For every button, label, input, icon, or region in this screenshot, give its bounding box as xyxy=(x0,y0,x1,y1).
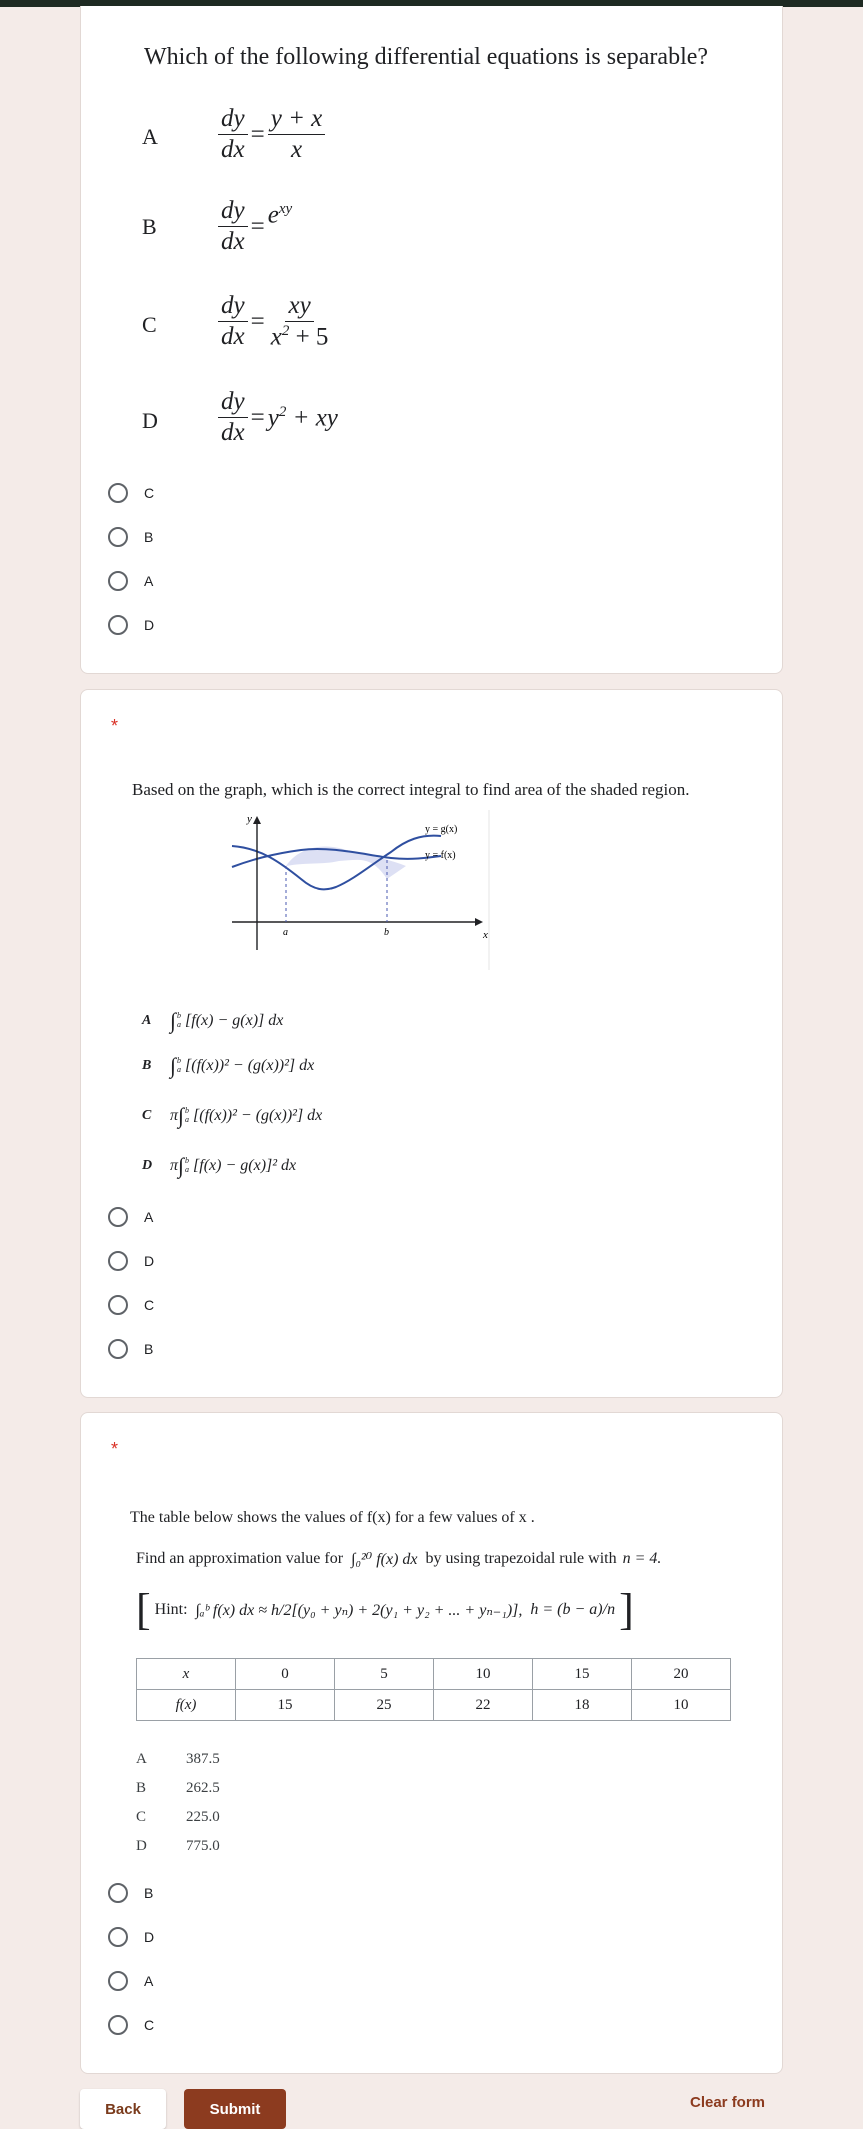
choice-c[interactable]: C xyxy=(108,2012,154,2038)
choice-d[interactable]: D xyxy=(108,612,154,638)
question-card-1 xyxy=(80,6,783,674)
radio-button[interactable] xyxy=(108,1251,128,1271)
integral-option-b: B ∫ b a [(f(x))² − (g(x))²] dx xyxy=(142,1053,315,1078)
choice-b[interactable]: B xyxy=(108,1880,154,1906)
question-title: Which of the following differential equations is separable? xyxy=(144,44,709,70)
choice-c[interactable]: C xyxy=(108,1292,154,1318)
choice-a[interactable]: A xyxy=(108,1968,154,1994)
answer-option-b: B 262.5 xyxy=(136,1780,220,1796)
radio-button[interactable] xyxy=(108,1971,128,1991)
radio-button[interactable] xyxy=(108,1927,128,1947)
equation-c: $\frac{dy}{dx}$ = $\frac{xy}{x^2 + 5}$ xyxy=(218,293,331,351)
hint-box: [ Hint: ∫ₐᵇ f(x) dx ≈ h/2[(y₀ + yₙ) + 2(y₁ + y₂ + ... + yₙ₋₁)], h = (b − a)/n ] xyxy=(136,1585,634,1634)
label-f: y = f(x) xyxy=(425,850,456,861)
option-letter-c: C xyxy=(142,312,157,337)
area-graph xyxy=(221,810,491,970)
values-table xyxy=(136,1658,731,1721)
label-g: y = g(x) xyxy=(425,824,458,835)
radio-button[interactable] xyxy=(108,483,128,503)
question-title: Based on the graph, which is the correct integral to find area of the shaded region. xyxy=(132,780,690,799)
answer-option-c: C 225.0 xyxy=(136,1809,220,1825)
question-card-3 xyxy=(80,1412,783,2074)
radio-button[interactable] xyxy=(108,1295,128,1315)
choice-b[interactable]: B xyxy=(108,524,154,550)
radio-button[interactable] xyxy=(108,571,128,591)
clear-form-link[interactable]: Clear form xyxy=(690,2094,766,2111)
option-letter-d: D xyxy=(142,408,158,433)
equation-b: $\frac{dy}{dx}$ = $e^{xy}$ xyxy=(218,198,292,256)
radio-button[interactable] xyxy=(108,2015,128,2035)
question-line-1: The table below shows the values of f(x) for a few values of x . xyxy=(130,1509,535,1526)
integral-option-c: C π ∫ b a [(f(x))² − (g(x))²] dx xyxy=(142,1103,323,1128)
choice-c[interactable]: C xyxy=(108,480,154,506)
answer-option-d: D 775.0 xyxy=(136,1838,220,1854)
back-button[interactable]: Back xyxy=(80,2089,166,2129)
x-axis-label: x xyxy=(483,929,488,941)
choice-a[interactable]: A xyxy=(108,568,154,594)
radio-button[interactable] xyxy=(108,1883,128,1903)
option-letter-a: A xyxy=(142,124,158,149)
question-line-2: Find an approximation value for ∫₀²⁰ f(x) dx by using trapezoidal rule with n = 4. xyxy=(136,1550,662,1568)
equation-d: $\frac{dy}{dx}$ = $y^2$ + xy xyxy=(218,389,338,447)
tick-a: a xyxy=(283,927,288,938)
choice-d[interactable]: D xyxy=(108,1248,154,1274)
radio-button[interactable] xyxy=(108,1207,128,1227)
table-row: x 0 5 10 15 20 xyxy=(137,1659,731,1690)
radio-button[interactable] xyxy=(108,527,128,547)
radio-button[interactable] xyxy=(108,1339,128,1359)
radio-button[interactable] xyxy=(108,615,128,635)
integral-option-d: D π ∫ b a [f(x) − g(x)]² dx xyxy=(142,1153,297,1178)
submit-button[interactable]: Submit xyxy=(184,2089,286,2129)
integral-option-a: A ∫ b a [f(x) − g(x)] dx xyxy=(142,1008,284,1033)
equation-a: $\frac{dy}{dx}$ = $\frac{y + x}{x}$ xyxy=(218,106,325,164)
answer-options xyxy=(136,1751,220,1867)
required-asterisk: * xyxy=(111,716,119,736)
choice-b[interactable]: B xyxy=(108,1336,154,1362)
question-card-2 xyxy=(80,689,783,1398)
tick-b: b xyxy=(384,927,389,938)
choice-a[interactable]: A xyxy=(108,1204,154,1230)
answer-option-a: A 387.5 xyxy=(136,1751,220,1767)
required-asterisk: * xyxy=(111,1439,119,1459)
option-letter-b: B xyxy=(142,214,157,239)
choice-d[interactable]: D xyxy=(108,1924,154,1950)
table-row: f(x) 15 25 22 18 10 xyxy=(137,1690,731,1721)
y-axis-label: y xyxy=(247,813,252,825)
